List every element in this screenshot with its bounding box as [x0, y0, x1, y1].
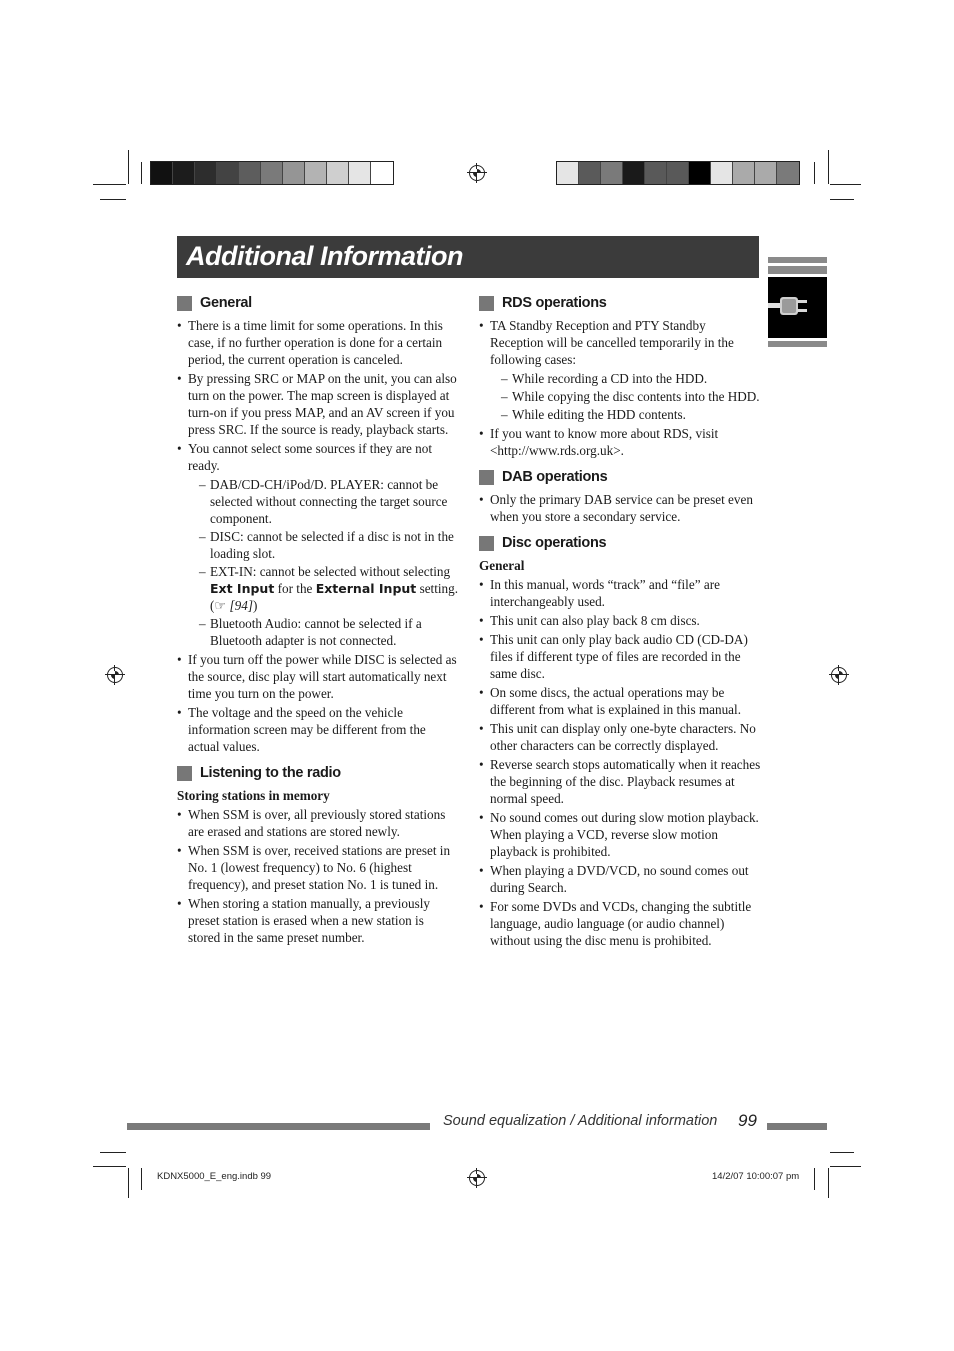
page-title: Additional Information	[186, 241, 463, 271]
color-swatch	[557, 162, 579, 184]
list-item: • When storing a station manually, a previously preset station is erased when a new station is stored in the same preset number.	[177, 895, 459, 946]
list-item: • On some discs, the actual operations may be different from what is explained in this manual.	[479, 684, 761, 718]
list-item: • When playing a DVD/VCD, no sound comes out during Search.	[479, 862, 761, 896]
color-bar-left	[150, 161, 394, 185]
dab-list	[479, 491, 761, 525]
list-item: • By pressing SRC or MAP on the unit, you can also turn on the power. The map screen is displayed at turn-on if you press MAP, and an AV screen if you press SRC. If the source is ready, playback starts.	[177, 370, 459, 438]
section-square-icon	[177, 296, 192, 311]
crop-mark	[830, 184, 861, 185]
list-item: • You cannot select some sources if they are not ready. – DAB/CD-CH/iPod/D. PLAYER: cannot be selected without connecting the target source component. – DISC: cannot be selected if a disc is not in the loading slot. – EXT-IN: cannot be selected without selecting Ext Input for the External Input setting. (☞ [94]) – Bluetooth Audio: cannot be selected if a Bluetooth adapter is not connected.	[177, 440, 459, 649]
title-banner	[177, 236, 759, 278]
footer-section-title: Sound equalization / Additional information	[443, 1113, 718, 1129]
color-swatch	[755, 162, 777, 184]
list-item: • The voltage and the speed on the vehicle information screen may be different from the actual values.	[177, 704, 459, 755]
color-swatch	[349, 162, 371, 184]
subheading: General	[479, 558, 525, 573]
list-item: • TA Standby Reception and PTY Standby Reception will be cancelled temporarily in the following cases: – While recording a CD into the HDD. – While copying the disc contents into the HDD. – While editing the HDD contents.	[479, 317, 761, 423]
crop-mark	[128, 1168, 129, 1198]
list-item: • This unit can display only one-byte characters. No other characters can be correctly displayed.	[479, 720, 761, 754]
crop-mark	[814, 162, 815, 184]
color-swatch	[711, 162, 733, 184]
list-item: • When SSM is over, received stations are preset in No. 1 (lowest frequency) to No. 6 (highest frequency), and preset station No. 1 is tuned in.	[177, 842, 459, 893]
side-tab-stripe	[768, 257, 827, 263]
color-swatch	[371, 162, 393, 184]
color-swatch	[327, 162, 349, 184]
page-reference: [94]	[229, 598, 253, 613]
crop-mark	[128, 150, 129, 184]
section-square-icon	[479, 536, 494, 551]
color-swatch	[667, 162, 689, 184]
crop-mark	[828, 150, 829, 184]
color-bar-right	[556, 161, 800, 185]
list-item: • If you want to know more about RDS, visit <http://www.rds.org.uk>.	[479, 425, 761, 459]
general-list	[177, 317, 459, 755]
list-item: • If you turn off the power while DISC is selected as the source, disc play will start automatically next time you turn on the power.	[177, 651, 459, 702]
section-heading-general: General	[177, 293, 459, 313]
list-item: • In this manual, words “track” and “file” are interchangeably used.	[479, 576, 761, 610]
crop-mark	[814, 1168, 815, 1190]
color-swatch	[283, 162, 305, 184]
color-swatch	[623, 162, 645, 184]
footer-bar-left	[127, 1123, 430, 1130]
print-slug-date: 14/2/07 10:00:07 pm	[712, 1171, 800, 1182]
section-heading-dab: DAB operations	[479, 467, 761, 487]
setting-name: Ext Input	[210, 581, 275, 596]
color-swatch	[733, 162, 755, 184]
color-swatch	[261, 162, 283, 184]
list-item: – While recording a CD into the HDD.	[490, 370, 761, 387]
list-item: • There is a time limit for some operations. In this case, if no further operation is done for a certain period, the current operation is canceled.	[177, 317, 459, 368]
color-swatch	[195, 162, 217, 184]
radio-list	[177, 806, 459, 946]
disc-list	[479, 576, 761, 949]
list-item: • This unit can only play back audio CD (CD-DA) files if different type of files are recorded in the same disc.	[479, 631, 761, 682]
source-restrictions-list	[188, 476, 459, 649]
crop-mark	[100, 199, 126, 200]
crop-mark	[100, 1152, 126, 1153]
plug-icon	[768, 277, 827, 338]
color-swatch	[689, 162, 711, 184]
color-swatch	[579, 162, 601, 184]
section-heading-disc: Disc operations	[479, 533, 761, 553]
list-item: – EXT-IN: cannot be selected without selecting Ext Input for the External Input setting. (☞ [94])	[188, 563, 459, 614]
registration-mark-icon	[469, 165, 485, 181]
list-item: – While copying the disc contents into the HDD.	[490, 388, 761, 405]
subheading: Storing stations in memory	[177, 788, 330, 803]
section-heading-radio: Listening to the radio	[177, 763, 459, 783]
left-column	[177, 293, 459, 954]
list-item: – DISC: cannot be selected if a disc is not in the loading slot.	[188, 528, 459, 562]
list-item: • When SSM is over, all previously stored stations are erased and stations are stored newly.	[177, 806, 459, 840]
crop-mark	[830, 1166, 861, 1167]
list-item: • No sound comes out during slow motion playback. When playing a VCD, reverse slow motion playback is prohibited.	[479, 809, 761, 860]
color-swatch	[777, 162, 799, 184]
list-item: • This unit can also play back 8 cm discs.	[479, 612, 761, 629]
color-swatch	[645, 162, 667, 184]
side-tab-stripe	[768, 341, 827, 347]
registration-mark-icon	[831, 667, 847, 683]
color-swatch	[239, 162, 261, 184]
crop-mark	[141, 1168, 142, 1190]
list-item: – Bluetooth Audio: cannot be selected if a Bluetooth adapter is not connected.	[188, 615, 459, 649]
crop-mark	[141, 162, 142, 184]
crop-mark	[93, 184, 126, 185]
list-item: – While editing the HDD contents.	[490, 406, 761, 423]
section-square-icon	[479, 296, 494, 311]
rds-cases-list	[490, 370, 761, 423]
color-swatch	[173, 162, 195, 184]
registration-mark-icon	[469, 1170, 485, 1186]
registration-mark-icon	[107, 667, 123, 683]
list-item: • Only the primary DAB service can be preset even when you store a secondary service.	[479, 491, 761, 525]
crop-mark	[828, 1168, 829, 1198]
print-slug-file: KDNX5000_E_eng.indb 99	[157, 1171, 272, 1182]
crop-mark	[830, 1152, 854, 1153]
section-square-icon	[177, 766, 192, 781]
color-swatch	[305, 162, 327, 184]
color-swatch	[217, 162, 239, 184]
page-number: 99	[738, 1111, 757, 1130]
rds-list	[479, 317, 761, 459]
color-swatch	[601, 162, 623, 184]
section-heading-rds: RDS operations	[479, 293, 761, 313]
setting-name: External Input	[315, 581, 417, 596]
list-item: • Reverse search stops automatically when it reaches the beginning of the disc. Playback resumes at normal speed.	[479, 756, 761, 807]
right-column	[479, 293, 761, 957]
side-tab-stripe	[768, 266, 827, 274]
list-item: – DAB/CD-CH/iPod/D. PLAYER: cannot be selected without connecting the target source component.	[188, 476, 459, 527]
footer-bar-right	[767, 1123, 827, 1130]
color-swatch	[151, 162, 173, 184]
crop-mark	[93, 1166, 126, 1167]
section-square-icon	[479, 470, 494, 485]
crop-mark	[830, 199, 854, 200]
list-item: • For some DVDs and VCDs, changing the subtitle language, audio language (or audio channel) without using the disc menu is prohibited.	[479, 898, 761, 949]
